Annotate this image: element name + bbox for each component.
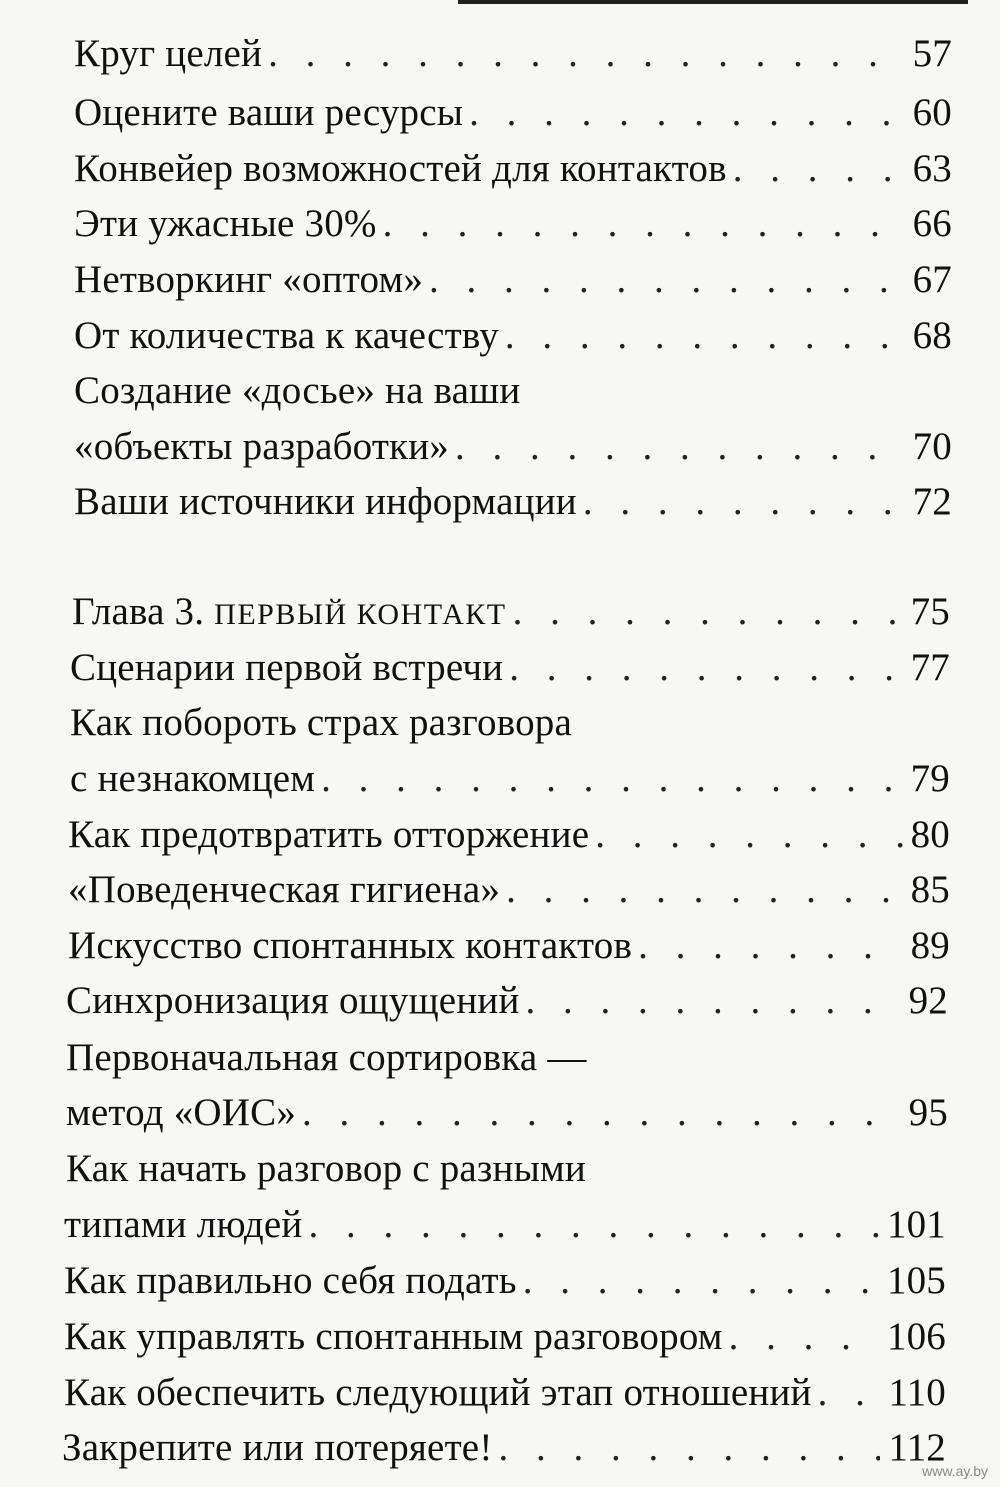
toc-entry-page: 67 [912,258,952,301]
toc-entry-page: 79 [910,757,950,800]
toc-entry [68,867,950,913]
toc-entry-first-line [66,1035,948,1081]
dot-leader [506,867,903,913]
chapter-heading [72,589,950,635]
toc-entry-page: 57 [912,32,952,75]
chapter-label: Глава 3. [72,590,205,633]
toc-entry-title: Оцените ваши ресурсы [74,91,464,134]
dot-leader [308,1202,878,1248]
dot-leader [509,645,902,691]
toc-entry [68,923,950,969]
toc-entry [74,313,952,359]
chapter-title-wrap [72,589,507,638]
toc-entry [64,1202,946,1248]
toc-entry-title: Круг целей [74,32,263,75]
dot-leader [499,1425,881,1471]
toc-entry-title: Создание «досье» на ваши [74,369,521,412]
toc-entry-title: «Поведенческая гигиена» [68,868,501,911]
toc-entry [66,1090,948,1136]
toc-entry-title: Синхронизация ощущений [66,979,520,1022]
toc-entry-page: 92 [908,979,948,1022]
toc-entry-page: 105 [886,1259,946,1302]
toc-entry [74,479,952,525]
dot-leader [302,1090,901,1136]
toc-entry [74,31,952,77]
dot-leader [523,1258,879,1304]
toc-entry-page: 80 [910,813,950,856]
toc-entry-title: Как предотвратить отторжение [68,813,590,856]
toc-entry [74,146,952,192]
dot-leader [321,756,902,802]
toc-entry-title: Первоначальная сортировка — [66,1036,587,1079]
toc-entry-page: 72 [912,480,952,523]
toc-entry [68,812,950,858]
toc-entry-page: 85 [910,868,950,911]
toc-entry-page: 89 [910,924,950,967]
toc-entry [74,424,952,470]
toc-entry-page: 112 [888,1426,946,1469]
toc-entry-title: Как побороть страх разговора [70,701,572,744]
toc-entry-first-line [66,1146,948,1192]
toc-entry [70,645,950,691]
dot-leader [455,424,905,470]
toc-entry-title: Искусство спонтанных контактов [68,924,633,967]
dot-leader [268,31,905,77]
toc-entry-title-continued: «объекты разработки» [74,425,449,468]
toc-entry-page: 95 [908,1091,948,1134]
toc-entry-title: Эти ужасные 30% [74,202,377,245]
dot-leader [383,201,905,247]
toc-entry-page: 63 [912,147,952,190]
toc-entry-title-continued: типами людей [64,1203,303,1246]
watermark-text: www.ay.by [922,1463,988,1479]
toc-entry-title: Как управлять спонтанным разговором [64,1315,723,1358]
chapter-page: 75 [910,590,950,633]
toc-entry-title: Как правильно себя подать [64,1259,517,1302]
dot-leader [469,90,904,136]
toc-entry-title: Конвейер возможностей для контактов [74,147,727,190]
dot-leader [505,313,905,359]
toc-entry-title-continued: с незнакомцем [70,757,316,800]
dot-leader [638,923,903,969]
dot-leader [583,479,905,525]
dot-leader [729,1314,879,1360]
toc-entry-title: От количества к качеству [74,314,499,357]
toc-entry [70,756,950,802]
dot-leader [818,1370,881,1416]
toc-entry [62,1425,946,1471]
dot-leader [595,812,902,858]
toc-entry-title: Сценарии первой встречи [70,646,504,689]
toc-entry-page: 66 [912,202,952,245]
toc-entry [64,1258,946,1304]
toc-entry-title: Ваши источники информации [74,480,577,523]
toc-entry [64,1314,946,1360]
toc-entry-page: 77 [910,646,950,689]
toc-entry-first-line [70,700,950,746]
toc-entry-page: 68 [912,314,952,357]
toc-entry [74,257,952,303]
toc-entry-page: 101 [886,1203,946,1246]
chapter-title: ПЕРВЫЙ КОНТАКТ [214,598,507,631]
toc-entry [64,1370,946,1416]
toc-entry-page: 70 [912,425,952,468]
toc-entry [74,90,952,136]
dot-leader [733,146,905,192]
dot-leader [513,589,903,635]
toc-entry-title: Нетворкинг «оптом» [74,258,424,301]
toc-entry-title: Как начать разговор с разными [66,1147,586,1190]
toc-entry-title: Как обеспечить следующий этап отношений [64,1371,812,1414]
toc-entry [74,201,952,247]
toc-entry-first-line [74,368,952,414]
toc-entry-page: 106 [886,1315,946,1358]
toc-entry-title: Закрепите или потеряете! [62,1426,493,1469]
toc-entry [66,978,948,1024]
dot-leader [526,978,901,1024]
dot-leader [429,257,905,303]
toc-entry-title-continued: метод «ОИС» [66,1091,297,1134]
toc-entry-page: 110 [888,1371,946,1414]
toc-entry-page: 60 [912,91,952,134]
